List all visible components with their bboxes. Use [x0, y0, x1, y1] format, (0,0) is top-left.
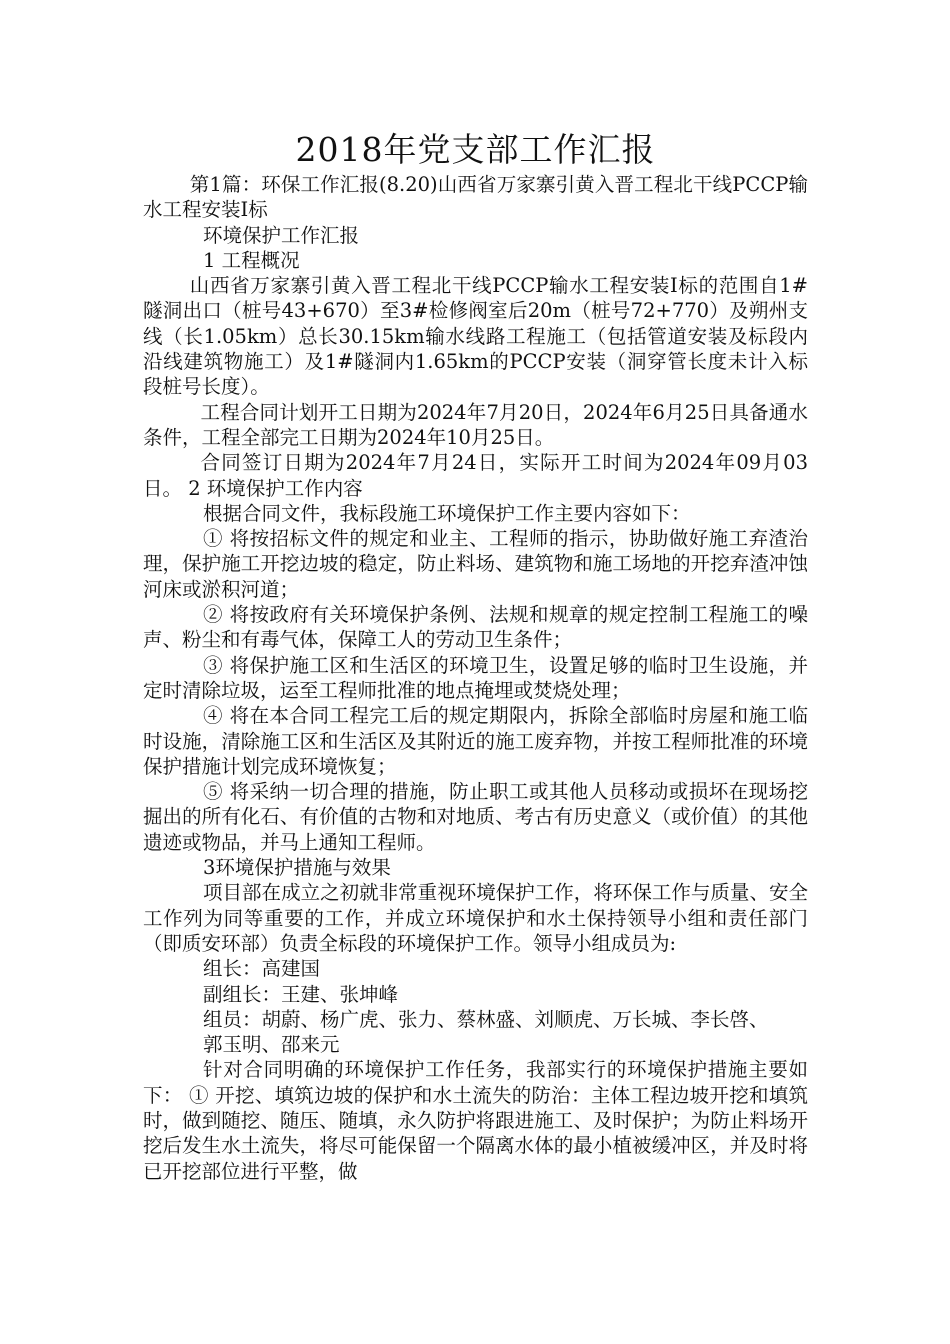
list-item-2: ② 将按政府有关环境保护条例、法规和规章的规定控制工程施工的噪声、粉尘和有毒气体，保障工人的劳动卫生条件； [143, 603, 808, 652]
paragraph-contract-date: 合同签订日期为2024年7月24日，实际开工时间为2024年09月03日。 2 环境保护工作内容 [143, 451, 808, 500]
section-heading-3: 3环境保护措施与效果 [203, 856, 391, 880]
document-page [143, 128, 808, 1184]
paragraph-organization: 项目部在成立之初就非常重视环境保护工作，将环保工作与质量、安全工作列为同等重要的工作，并成立环境保护和水土保持领导小组和责任部门（即质安环部）负责全标段的环境保护工作。领导小组成员为: [143, 881, 808, 955]
section-subtitle: 环境保护工作汇报 [203, 223, 360, 247]
team-members: 组员：胡蔚、杨广虎、张力、蔡林盛、刘顺虎、万长城、李长啓、 [203, 1007, 769, 1031]
section-heading-1: 1 工程概况 [203, 248, 300, 272]
list-item-3: ③ 将保护施工区和生活区的环境卫生，设置足够的临时卫生设施，并定时清除垃圾，运至工程师批准的地点掩埋或焚烧处理； [143, 653, 808, 702]
paragraph-measures: 针对合同明确的环境保护工作任务，我部实行的环境保护措施主要如下： ① 开挖、填筑边坡的保护和水土流失的防治：主体工程边坡开挖和填筑时，做到随挖、随压、随填，永久防护将跟进施工、及时保护；为防止料场开挖后发生水土流失，将尽可能保留一个隔离水体的最小植被缓冲区，并及时将已开挖部位进行平整，做 [143, 1058, 808, 1183]
document-title: 2018年党支部工作汇报 [295, 130, 656, 169]
team-deputy-leaders: 副组长：王建、张坤峰 [203, 982, 399, 1006]
paragraph-contract-intro: 根据合同文件，我标段施工环境保护工作主要内容如下： [203, 501, 691, 525]
list-item-5: ⑤ 将采纳一切合理的措施，防止职工或其他人员移动或损坏在现场挖掘出的所有化石、有价值的古物和对地质、考古有历史意义（或价值）的其他遗迹或物品，并马上通知工程师。 [143, 780, 808, 854]
team-members-continued: 郭玉明、邵来元 [203, 1033, 340, 1057]
team-leader: 组长：高建国 [203, 957, 321, 981]
article-heading: 第1篇：环保工作汇报(8.20)山西省万家寨引黄入晋工程北干线PCCP输水工程安装Ⅰ标 [143, 173, 808, 222]
paragraph-project-scope: 山西省万家寨引黄入晋工程北干线PCCP输水工程安装Ⅰ标的范围自1#隧洞出口（桩号43+670）至3#检修阀室后20m（桩号72+770）及朔州支线（长1.05km）总长30.15km输水线路工程施工（包括管道安装及标段内沿线建筑物施工）及1#隧洞内1.65km的PCCP安装（洞穿管长度未计入标段桩号长度）。 [143, 274, 808, 399]
paragraph-schedule: 工程合同计划开工日期为2024年7月20日，2024年6月25日具备通水条件，工程全部完工日期为2024年10月25日。 [143, 400, 808, 449]
list-item-4: ④ 将在本合同工程完工后的规定期限内，拆除全部临时房屋和施工临时设施，清除施工区和生活区及其附近的施工废弃物，并按工程师批准的环境保护措施计划完成环境恢复； [143, 704, 808, 778]
document-body [143, 172, 808, 1184]
list-item-1: ① 将按招标文件的规定和业主、工程师的指示，协助做好施工弃渣治理，保护施工开挖边坡的稳定，防止料场、建筑物和施工场地的开挖弃渣冲蚀河床或淤积河道； [143, 527, 808, 601]
